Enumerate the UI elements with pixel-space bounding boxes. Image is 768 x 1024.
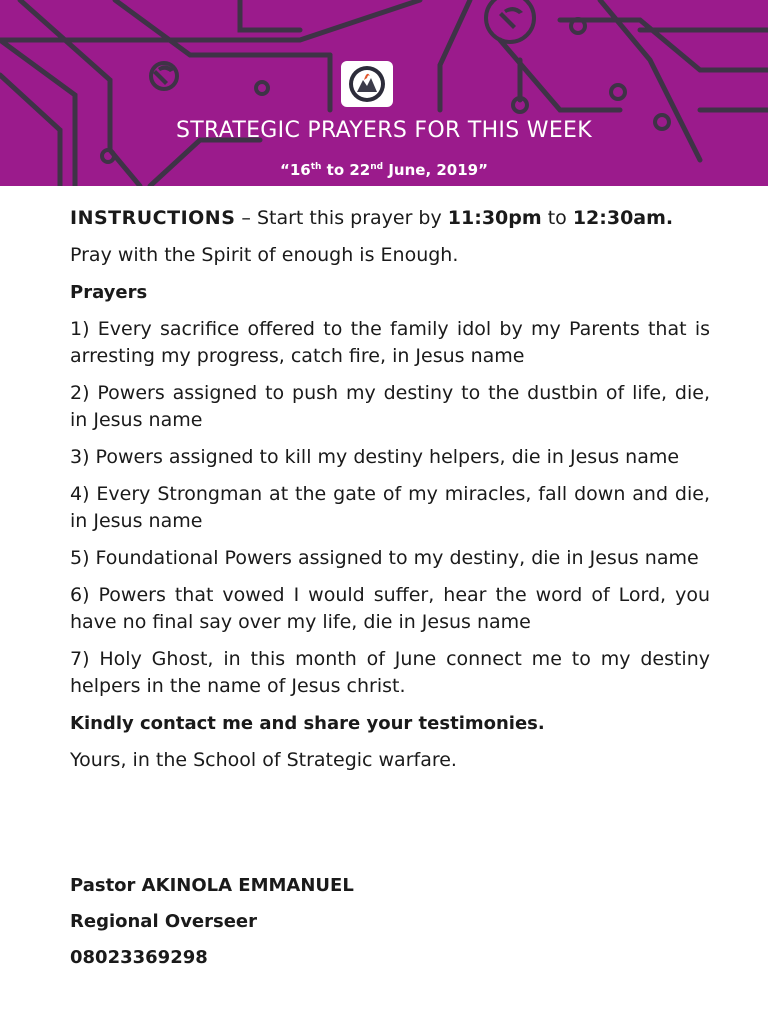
end-time: 12:30am.: [572, 207, 674, 229]
prayer-item-7: 7) Holy Ghost, in this month of June connect me to my destiny helpers in the name of Jesus christ.: [70, 648, 710, 697]
prayer-item-2: 2) Powers assigned to push my destiny to the dustbin of life, die, in Jesus name: [70, 382, 710, 431]
header-banner: [0, 0, 768, 186]
date-open-quote: “: [280, 161, 290, 179]
date-start-suffix: th: [310, 162, 322, 172]
signature-phone: 08023369298: [70, 947, 208, 968]
date-start-num: 16: [289, 161, 311, 179]
instructions-to-text: to: [541, 207, 573, 229]
start-time: 11:30pm: [447, 207, 542, 229]
signature-block: [70, 868, 710, 976]
date-end-num: 22: [349, 161, 371, 179]
yours-line: Yours, in the School of Strategic warfare.: [70, 749, 457, 771]
date-close-quote: ”: [478, 161, 488, 179]
prayer-item-6: 6) Powers that vowed I would suffer, hear the word of Lord, you have no final say over my life, die in Jesus name: [70, 584, 710, 633]
date-end-suffix: nd: [370, 162, 384, 172]
spirit-line: Pray with the Spirit of enough is Enough.: [70, 244, 459, 266]
document-body: [70, 205, 710, 774]
prayer-item-5: 5) Foundational Powers assigned to my destiny, die in Jesus name: [70, 547, 699, 569]
signature-role: Regional Overseer: [70, 911, 258, 932]
instructions-line: [70, 205, 710, 232]
contact-line: Kindly contact me and share your testimonies.: [70, 713, 545, 734]
prayer-item-1: 1) Every sacrifice offered to the family idol by my Parents that is arresting my progress, catch fire, in Jesus name: [70, 318, 710, 367]
church-logo-icon: [346, 64, 388, 104]
signature-name: Pastor AKINOLA EMMANUEL: [70, 875, 354, 896]
prayer-item-4: 4) Every Strongman at the gate of my miracles, fall down and die, in Jesus name: [70, 483, 710, 532]
instructions-dash-text: – Start this prayer by: [235, 207, 448, 229]
instructions-label: INSTRUCTIONS: [70, 207, 236, 229]
prayers-heading: Prayers: [70, 282, 148, 303]
date-to: to: [321, 161, 350, 179]
date-range: [0, 161, 768, 179]
prayer-item-3: 3) Powers assigned to kill my destiny helpers, die in Jesus name: [70, 446, 680, 468]
date-rest: June, 2019: [383, 161, 479, 179]
church-logo: [341, 61, 393, 107]
page-title: STRATEGIC PRAYERS FOR THIS WEEK: [176, 118, 592, 143]
